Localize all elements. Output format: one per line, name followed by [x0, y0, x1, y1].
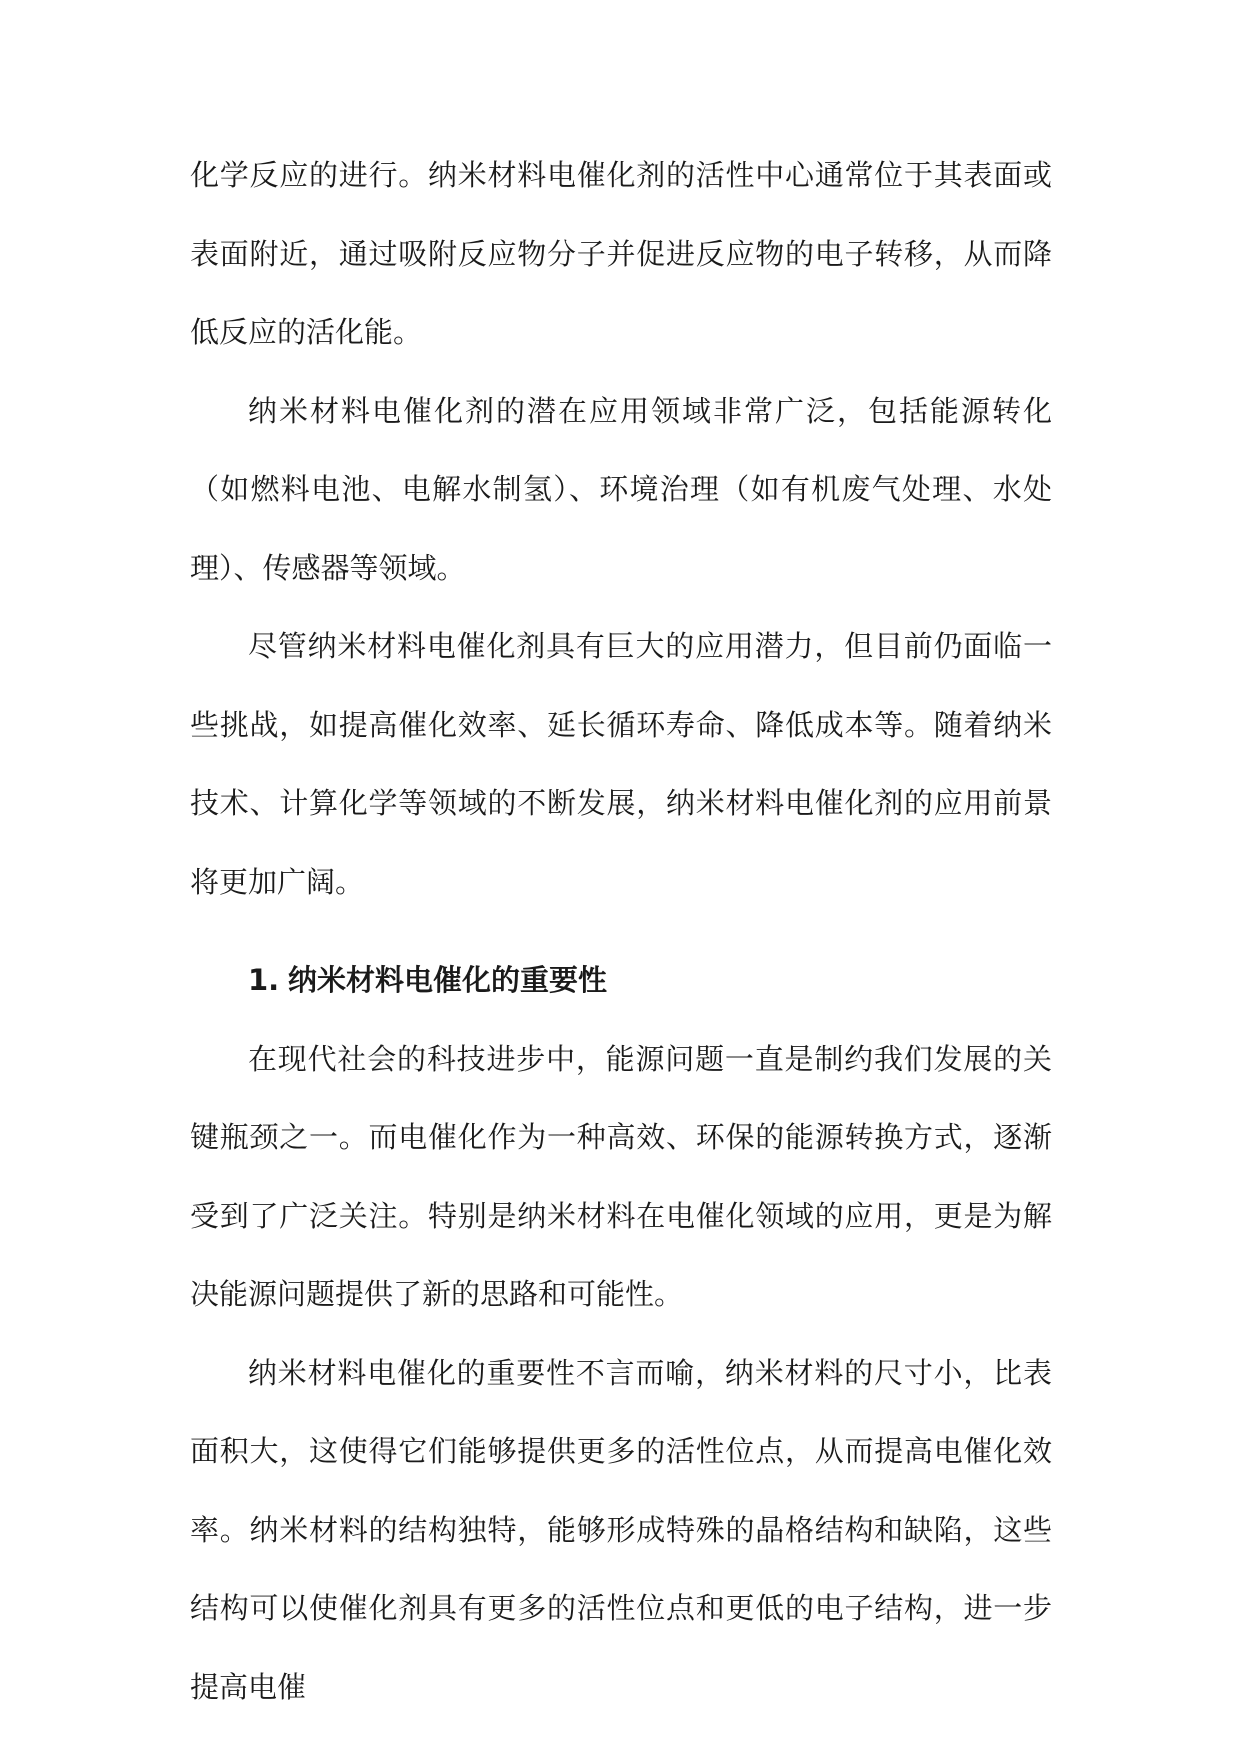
document-body [190, 136, 1052, 1726]
paragraph-energy-context: 在现代社会的科技进步中，能源问题一直是制约我们发展的关键瓶颈之一。而电催化作为一种高效、环保的能源转换方式，逐渐受到了广泛关注。特别是纳米材料在电催化领域的应用，更是为解决能源问题提供了新的思路和可能性。 [190, 1041, 1052, 1311]
paragraph-continuation: 化学反应的进行。纳米材料电催化剂的活性中心通常位于其表面或表面附近，通过吸附反应物分子并促进反应物的电子转移，从而降低反应的活化能。 [190, 158, 1052, 349]
section-heading [190, 941, 1052, 1020]
paragraph-importance: 纳米材料电催化的重要性不言而喻，纳米材料的尺寸小，比表面积大，这使得它们能够提供更多的活性位点，从而提高电催化效率。纳米材料的结构独特，能够形成特殊的晶格结构和缺陷，这些结构可以使催化剂具有更多的活性位点和更低的电子结构，进一步提高电催 [190, 1355, 1052, 1704]
section-number: 1. [248, 963, 280, 997]
section-title: 纳米材料电催化的重要性 [288, 963, 608, 997]
paragraph-applications: 纳米材料电催化剂的潜在应用领域非常广泛，包括能源转化（如燃料电池、电解水制氢）、环境治理（如有机废气处理、水处理）、传感器等领域。 [190, 393, 1052, 585]
paragraph-challenges: 尽管纳米材料电催化剂具有巨大的应用潜力，但目前仍面临一些挑战，如提高催化效率、延长循环寿命、降低成本等。随着纳米技术、计算化学等领域的不断发展，纳米材料电催化剂的应用前景将更加广阔。 [190, 629, 1052, 899]
